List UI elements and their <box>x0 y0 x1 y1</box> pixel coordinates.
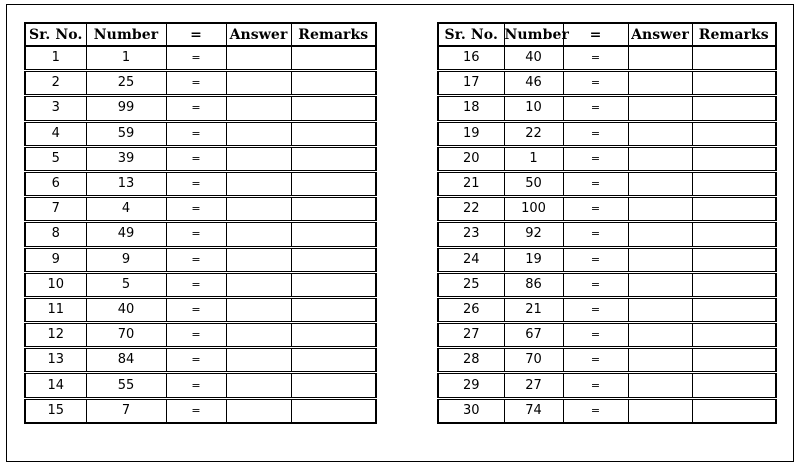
remarks-cell[interactable] <box>291 323 376 348</box>
equals-cell: = <box>563 297 628 322</box>
sr-no-cell: 21 <box>438 171 504 196</box>
equals-cell: = <box>166 146 226 171</box>
remarks-cell[interactable] <box>692 247 776 272</box>
number-cell: 7 <box>86 398 166 423</box>
equals-cell: = <box>166 348 226 373</box>
equals-cell: = <box>166 222 226 247</box>
remarks-cell[interactable] <box>692 323 776 348</box>
table-row <box>438 247 776 272</box>
sr-no-cell: 14 <box>25 373 86 398</box>
answer-cell[interactable] <box>628 46 692 71</box>
remarks-cell[interactable] <box>291 398 376 423</box>
answer-cell[interactable] <box>628 373 692 398</box>
number-cell: 100 <box>504 197 563 222</box>
table-row <box>25 297 376 322</box>
answer-cell[interactable] <box>226 222 291 247</box>
remarks-cell[interactable] <box>291 373 376 398</box>
header-equals: = <box>166 23 226 46</box>
header-answer: Answer <box>226 23 291 46</box>
sr-no-cell: 28 <box>438 348 504 373</box>
number-cell: 21 <box>504 297 563 322</box>
number-cell: 59 <box>86 121 166 146</box>
number-cell: 22 <box>504 121 563 146</box>
header-equals: = <box>563 23 628 46</box>
number-cell: 13 <box>86 171 166 196</box>
answer-cell[interactable] <box>628 96 692 121</box>
sr-no-cell: 11 <box>25 297 86 322</box>
remarks-cell[interactable] <box>692 222 776 247</box>
answer-cell[interactable] <box>628 297 692 322</box>
number-cell: 99 <box>86 96 166 121</box>
header-number: Number <box>504 23 563 46</box>
table-row <box>25 146 376 171</box>
equals-cell: = <box>166 373 226 398</box>
table-row <box>25 323 376 348</box>
equals-cell: = <box>166 171 226 196</box>
equals-cell: = <box>166 272 226 297</box>
table-row <box>438 71 776 96</box>
header-sr-no: Sr. No. <box>438 23 504 46</box>
header-remarks: Remarks <box>291 23 376 46</box>
left-table-body <box>25 46 376 423</box>
sr-no-cell: 10 <box>25 272 86 297</box>
remarks-cell[interactable] <box>291 247 376 272</box>
sr-no-cell: 16 <box>438 46 504 71</box>
number-cell: 49 <box>86 222 166 247</box>
answer-cell[interactable] <box>226 197 291 222</box>
table-row <box>438 46 776 71</box>
table-row <box>25 272 376 297</box>
answer-cell[interactable] <box>226 373 291 398</box>
answer-cell[interactable] <box>226 398 291 423</box>
table-row <box>25 71 376 96</box>
number-cell: 86 <box>504 272 563 297</box>
answer-cell[interactable] <box>226 171 291 196</box>
number-cell: 10 <box>504 96 563 121</box>
answer-cell[interactable] <box>628 146 692 171</box>
answer-cell[interactable] <box>628 348 692 373</box>
equals-cell: = <box>166 121 226 146</box>
table-row <box>438 323 776 348</box>
table-row <box>25 121 376 146</box>
answer-cell[interactable] <box>226 71 291 96</box>
equals-cell: = <box>563 272 628 297</box>
sr-no-cell: 5 <box>25 146 86 171</box>
table-row <box>25 247 376 272</box>
table-row <box>25 197 376 222</box>
table-row <box>438 222 776 247</box>
number-cell: 40 <box>86 297 166 322</box>
remarks-cell[interactable] <box>291 71 376 96</box>
table-row <box>25 348 376 373</box>
sr-no-cell: 18 <box>438 96 504 121</box>
table-row <box>438 272 776 297</box>
remarks-cell[interactable] <box>692 197 776 222</box>
sr-no-cell: 3 <box>25 96 86 121</box>
equals-cell: = <box>563 146 628 171</box>
answer-cell[interactable] <box>628 398 692 423</box>
answer-cell[interactable] <box>226 297 291 322</box>
sr-no-cell: 12 <box>25 323 86 348</box>
answer-cell[interactable] <box>226 247 291 272</box>
sr-no-cell: 9 <box>25 247 86 272</box>
remarks-cell[interactable] <box>692 46 776 71</box>
number-cell: 1 <box>504 146 563 171</box>
right-table-body <box>438 46 776 423</box>
remarks-cell[interactable] <box>692 146 776 171</box>
table-row <box>25 46 376 71</box>
table-row <box>438 398 776 423</box>
number-cell: 40 <box>504 46 563 71</box>
table-row <box>25 398 376 423</box>
header-remarks: Remarks <box>692 23 776 46</box>
remarks-cell[interactable] <box>291 348 376 373</box>
equals-cell: = <box>563 398 628 423</box>
equals-cell: = <box>563 247 628 272</box>
table-row <box>438 146 776 171</box>
number-cell: 92 <box>504 222 563 247</box>
answer-cell[interactable] <box>628 323 692 348</box>
sr-no-cell: 30 <box>438 398 504 423</box>
number-cell: 50 <box>504 171 563 196</box>
remarks-cell[interactable] <box>692 348 776 373</box>
table-row <box>438 373 776 398</box>
sr-no-cell: 20 <box>438 146 504 171</box>
sr-no-cell: 27 <box>438 323 504 348</box>
remarks-cell[interactable] <box>291 297 376 322</box>
table-row <box>438 171 776 196</box>
equals-cell: = <box>563 323 628 348</box>
remarks-cell[interactable] <box>291 96 376 121</box>
number-cell: 67 <box>504 323 563 348</box>
header-row <box>25 23 376 46</box>
sr-no-cell: 26 <box>438 297 504 322</box>
answer-cell[interactable] <box>226 323 291 348</box>
equals-cell: = <box>563 373 628 398</box>
remarks-cell[interactable] <box>291 121 376 146</box>
header-answer: Answer <box>628 23 692 46</box>
equals-cell: = <box>563 46 628 71</box>
sr-no-cell: 24 <box>438 247 504 272</box>
sr-no-cell: 2 <box>25 71 86 96</box>
number-cell: 25 <box>86 71 166 96</box>
answer-cell[interactable] <box>628 71 692 96</box>
remarks-cell[interactable] <box>291 272 376 297</box>
equals-cell: = <box>166 323 226 348</box>
table-row <box>25 373 376 398</box>
table-row <box>438 348 776 373</box>
remarks-cell[interactable] <box>692 171 776 196</box>
sr-no-cell: 23 <box>438 222 504 247</box>
sr-no-cell: 7 <box>25 197 86 222</box>
answer-cell[interactable] <box>226 272 291 297</box>
table-row <box>25 96 376 121</box>
equals-cell: = <box>563 96 628 121</box>
answer-cell[interactable] <box>628 222 692 247</box>
equals-cell: = <box>166 96 226 121</box>
equals-cell: = <box>166 46 226 71</box>
header-row <box>438 23 776 46</box>
equals-cell: = <box>166 197 226 222</box>
answer-cell[interactable] <box>628 121 692 146</box>
table-row <box>25 171 376 196</box>
equals-cell: = <box>563 171 628 196</box>
sr-no-cell: 13 <box>25 348 86 373</box>
remarks-cell[interactable] <box>692 121 776 146</box>
equals-cell: = <box>563 121 628 146</box>
sr-no-cell: 4 <box>25 121 86 146</box>
number-cell: 39 <box>86 146 166 171</box>
header-sr-no: Sr. No. <box>25 23 86 46</box>
equals-cell: = <box>563 348 628 373</box>
number-cell: 5 <box>86 272 166 297</box>
answer-cell[interactable] <box>628 171 692 196</box>
answer-cell[interactable] <box>226 146 291 171</box>
number-cell: 27 <box>504 373 563 398</box>
number-cell: 55 <box>86 373 166 398</box>
remarks-cell[interactable] <box>692 398 776 423</box>
left-table <box>24 22 377 424</box>
answer-cell[interactable] <box>628 247 692 272</box>
remarks-cell[interactable] <box>692 297 776 322</box>
sr-no-cell: 8 <box>25 222 86 247</box>
sr-no-cell: 1 <box>25 46 86 71</box>
sr-no-cell: 6 <box>25 171 86 196</box>
number-cell: 9 <box>86 247 166 272</box>
number-cell: 46 <box>504 71 563 96</box>
number-cell: 84 <box>86 348 166 373</box>
sr-no-cell: 15 <box>25 398 86 423</box>
remarks-cell[interactable] <box>692 373 776 398</box>
equals-cell: = <box>166 398 226 423</box>
answer-cell[interactable] <box>628 272 692 297</box>
table-row <box>25 222 376 247</box>
equals-cell: = <box>166 297 226 322</box>
right-table <box>437 22 777 424</box>
equals-cell: = <box>563 197 628 222</box>
answer-cell[interactable] <box>628 197 692 222</box>
table-row <box>438 121 776 146</box>
remarks-cell[interactable] <box>291 146 376 171</box>
table-row <box>438 96 776 121</box>
number-cell: 74 <box>504 398 563 423</box>
answer-cell[interactable] <box>226 121 291 146</box>
remarks-cell[interactable] <box>291 197 376 222</box>
remarks-cell[interactable] <box>291 171 376 196</box>
answer-cell[interactable] <box>226 96 291 121</box>
table-row <box>438 197 776 222</box>
number-cell: 70 <box>86 323 166 348</box>
number-cell: 4 <box>86 197 166 222</box>
equals-cell: = <box>166 71 226 96</box>
remarks-cell[interactable] <box>692 96 776 121</box>
remarks-cell[interactable] <box>291 222 376 247</box>
sr-no-cell: 29 <box>438 373 504 398</box>
number-cell: 1 <box>86 46 166 71</box>
remarks-cell[interactable] <box>692 272 776 297</box>
sr-no-cell: 17 <box>438 71 504 96</box>
header-number: Number <box>86 23 166 46</box>
answer-cell[interactable] <box>226 348 291 373</box>
remarks-cell[interactable] <box>692 71 776 96</box>
equals-cell: = <box>563 222 628 247</box>
equals-cell: = <box>563 71 628 96</box>
sr-no-cell: 19 <box>438 121 504 146</box>
equals-cell: = <box>166 247 226 272</box>
remarks-cell[interactable] <box>291 46 376 71</box>
number-cell: 70 <box>504 348 563 373</box>
sr-no-cell: 22 <box>438 197 504 222</box>
answer-cell[interactable] <box>226 46 291 71</box>
number-cell: 19 <box>504 247 563 272</box>
table-row <box>438 297 776 322</box>
sr-no-cell: 25 <box>438 272 504 297</box>
